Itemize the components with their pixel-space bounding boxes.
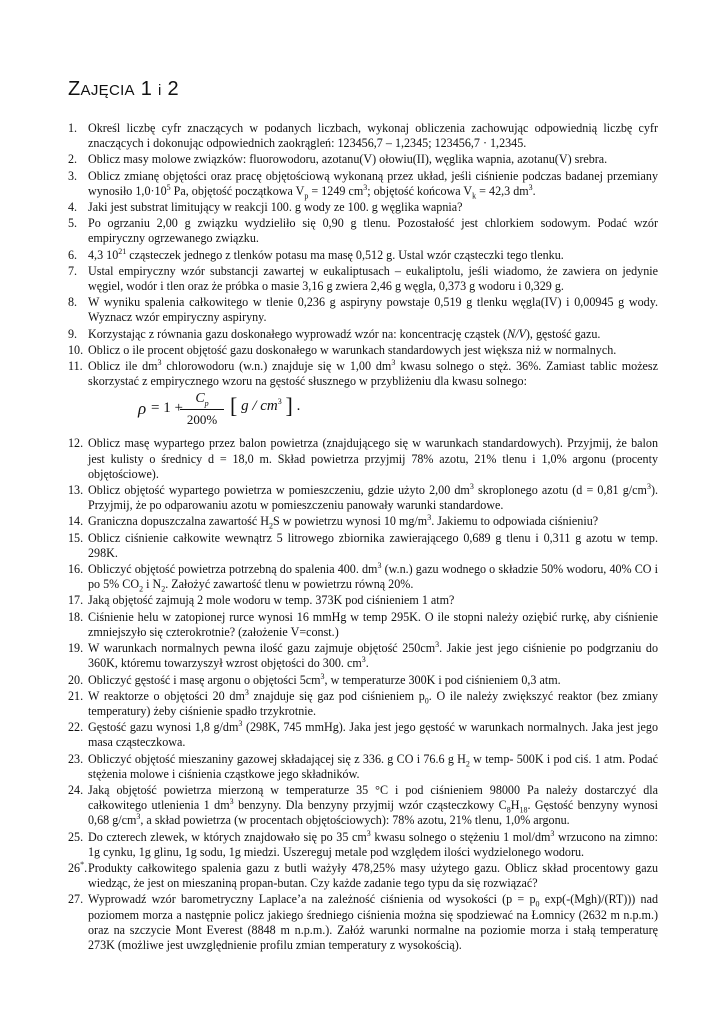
- title-rest: AJĘCIA: [80, 82, 135, 99]
- exercise-item: [68, 531, 658, 561]
- exercise-number: 24.: [68, 782, 84, 797]
- exercise-text: Graniczna dopuszczalna zawartość H: [88, 514, 269, 529]
- superscript: *: [80, 859, 85, 869]
- exercise-text: Ciśnienie helu w zatopionej rurce wynosi 16 mmHg w temp 295K. O ile stopni należy oziębić rurkę, aby ciśnienie zmniejszyło się czterokrotnie? (założenie V=const.): [88, 609, 658, 639]
- exercise-text: cząsteczek jednego z tlenków potasu ma masę 0,512 g. Ustal wzór cząsteczki tego tlenku.: [126, 247, 564, 262]
- exercise-item: [68, 752, 658, 782]
- superscript: 3: [366, 828, 371, 838]
- bracket-open: [: [230, 393, 238, 419]
- formula-numerator: [180, 389, 224, 410]
- exercise-text: .: [532, 183, 536, 198]
- subscript: 2: [268, 521, 273, 531]
- superscript: 3: [377, 561, 382, 571]
- exercise-number: 21.: [68, 688, 84, 703]
- superscript: 3: [361, 655, 366, 665]
- subscript: 2: [161, 584, 166, 594]
- exercise-item: [68, 861, 658, 891]
- exercise-text: Gęstość gazu wynosi 1,8 g/dm: [88, 720, 239, 735]
- exercise-item: [68, 295, 658, 325]
- exercise-number: 11.: [68, 359, 83, 374]
- formula-rho: ρ: [138, 399, 147, 419]
- subscript: 0: [424, 696, 429, 706]
- exercise-text: Jaki jest substrat limitujący w reakcji 100. g wody ze 100. g węglika wapnia?: [88, 200, 463, 215]
- exercise-number: 4.: [68, 200, 78, 215]
- exercise-text: Oblicz masę wypartego przez balon powietrza (znajdującego się w warunkach standardowych). Przyjmij, że balon jest kulisty o średnicy d = 18,0 m. Skład powietrza przyjmij 78% azotu, 21% tlenu i 1,0% argonu (procenty objętościowe).: [88, 436, 658, 481]
- exercise-text: Wyprowadź wzór barometryczny Laplace’a na zależność ciśnienia od wysokości (p = p: [88, 892, 536, 907]
- exercise-text: (298K, 745 mmHg). Jaka jest jego gęstość w warunkach normalnych. Jaka jest jego masa cząsteczkowa.: [88, 720, 658, 750]
- exercise-item: [68, 483, 658, 513]
- exercise-item: [68, 152, 658, 167]
- subscript: 8: [506, 805, 511, 815]
- exercise-item: [68, 216, 658, 246]
- exercise-number: 6.: [68, 247, 78, 262]
- exercise-item: [68, 610, 658, 640]
- exercise-text: Obliczyć objętość powietrza potrzebną do spalenia 400. dm: [88, 562, 378, 577]
- exercise-text: S w powietrzu wynosi 10 mg/m: [272, 514, 428, 529]
- formula-fraction: [180, 389, 224, 430]
- title-num1: 1: [140, 78, 153, 100]
- bracket-close: ]: [285, 393, 293, 419]
- formula-unit: [230, 393, 301, 419]
- exercise-item: [68, 169, 658, 199]
- subscript: p: [204, 399, 209, 409]
- superscript: 3: [277, 397, 282, 407]
- exercise-number: 1.: [68, 121, 78, 135]
- exercise-text: . Jakiemu to odpowiada ciśnieniu?: [431, 514, 599, 529]
- exercise-text: w temp- 500K i pod ciś. 1 atm. Podać stężenia molowe i ciśnienia cząstkowe jego składników.: [88, 751, 659, 781]
- exercise-text: Oblicz ile dm: [88, 359, 158, 374]
- superscript: 3: [320, 671, 325, 681]
- exercise-number: 27.: [68, 892, 84, 907]
- subscript: 18: [519, 805, 528, 815]
- exercise-item: [68, 892, 658, 953]
- exercise-text: Obliczyć gęstość i masę argonu o objętości 5cm: [88, 672, 321, 687]
- exercise-text: W warunkach normalnych pewna ilość gazu zajmuje objętość 250cm: [88, 641, 436, 656]
- exercise-item: [68, 514, 658, 529]
- exercise-number: 7.: [68, 263, 78, 278]
- exercise-text: ). Przyjmij, że po odparowaniu azotu w pomieszczeniu panowały warunki standardowe.: [88, 483, 658, 513]
- exercise-text: Oblicz zmianę objętości oraz pracę objętościową wykonaną przez układ, jeśli ciśnienie podczas badanej przemiany wynosiło 1,0·10: [88, 168, 658, 198]
- exercise-text: Oblicz o ile procent objętość gazu doskonałego w warunkach standardowych jest większa niż w normalnych.: [88, 342, 617, 357]
- exercise-text: , w temperaturze 300K i pod ciśnieniem 0,3 atm.: [324, 672, 561, 687]
- exercise-text: 4,3 10: [88, 247, 119, 262]
- superscript: 5: [166, 182, 171, 192]
- exercise-item: [68, 673, 658, 688]
- exercise-number: 19.: [68, 641, 84, 656]
- exercise-text: i N: [143, 577, 162, 592]
- exercise-text: . Jakie jest jego ciśnienie po podgrzaniu do 360K, któremu towarzyszył wzrost objętości do 300. cm: [88, 641, 658, 671]
- subscript: k: [472, 191, 477, 201]
- exercise-text: H: [510, 798, 520, 813]
- exercise-number: 2.: [68, 152, 78, 167]
- exercise-item: [68, 121, 658, 151]
- exercise-text: skroplonego azotu (d = 0,81 g/cm: [473, 483, 647, 498]
- exercise-text: Ustal empiryczny wzór substancji zawartej w eukaliptusach – eukaliptolu, jeśli wiadomo, że zawiera on jedynie węgiel, wodór i tlen oraz że próbka o masie 3,16 g zwiera 2,46 g węgla, 0,373 g wodoru i 0,329 g.: [88, 263, 658, 294]
- formula-dot: .: [296, 398, 301, 415]
- exercise-item: [68, 343, 658, 358]
- density-formula: [138, 389, 658, 435]
- title-num2: 2: [167, 78, 179, 100]
- exercise-number: 18.: [68, 609, 84, 624]
- superscript: 3: [435, 640, 440, 650]
- subscript: 2: [139, 584, 144, 594]
- exercise-text: znajduje się gaz pod ciśnieniem p: [248, 688, 425, 703]
- exercise-text: Pa, objętość początkowa V: [170, 183, 305, 198]
- exercise-text: kwasu solnego o stęż. 36%. Zamiast tablic możesz skorzystać z empirycznego wzoru na gęstość słusznego w przybliżeniu dla kwasu solnego:: [88, 359, 659, 389]
- exercise-item: [68, 830, 658, 860]
- exercise-text: chlorowodoru (w.n.) znajduje się w 1,00 dm: [161, 359, 392, 374]
- superscript: 3: [646, 482, 651, 492]
- exercise-text: Produkty całkowitego spalenia gazu z butli ważyły 478,25% masy użytego gazu. Oblicz skład procentowy gazu wiedząc, że jest on mieszaniną propan-butan. Czy każde zadanie tego typu da się rozwiązać?: [88, 860, 658, 891]
- exercise-number: 12.: [68, 436, 84, 451]
- exercise-text: wrzucono na zimno: 1g cynku, 1g glinu, 1g sodu, 1g miedzi. Uszereguj metale pod względem ilości wydzielonego wodoru.: [88, 829, 658, 859]
- subscript: p: [304, 191, 309, 201]
- title-lead: Z: [68, 78, 81, 100]
- formula-denominator: 200%: [186, 412, 218, 428]
- exercise-number-dot: .: [84, 860, 88, 875]
- exercise-item: [68, 327, 658, 342]
- exercise-number: 9.: [68, 326, 78, 341]
- exercise-item: [68, 562, 658, 592]
- exercise-text: Do czterech zlewek, w których znajdowało się po 35 cm: [88, 829, 367, 844]
- superscript: 3: [363, 182, 368, 192]
- unit-text: g / cm: [241, 398, 278, 415]
- exercise-item: [68, 720, 658, 750]
- exercise-text: Korzystając z równania gazu doskonałego wyprowadź wzór na: koncentrację cząstek (: [88, 326, 508, 341]
- exercise-text: Oblicz masy molowe związków: fluorowodoru, azotanu(V) ołowiu(II), węglika wapnia, azotanu(V) srebra.: [88, 152, 608, 167]
- exercise-item: [68, 436, 658, 482]
- superscript: 3: [136, 812, 141, 822]
- exercise-item: [68, 248, 658, 263]
- exercise-text: W reaktorze o objętości 20 dm: [88, 688, 245, 703]
- exercise-text: Oblicz ciśnienie całkowite wewnątrz 5 litrowego zbiornika zawierającego 0,689 g tlenu i 0,311 g azotu w temp. 298K.: [88, 530, 658, 560]
- exercise-number: 15.: [68, 530, 84, 545]
- exercise-text: Po ogrzaniu 2,00 g związku wydzieliło się 0,90 g tlenu. Pozostałość jest chlorkiem sodowym. Podać wzór empiryczny ogrzewanego związku.: [88, 216, 658, 246]
- exercise-text: exp(-(Mgh)/(RT))) nad poziomem morza a następnie policz jakiego średniego ciśnienia można się spodziewać na Łomnicy (2632 m n.p.m.) oraz na szczycie Mont Everest (8848 m n.p.m.). Załóż warunki normalne na poziomie morza i stałą temperaturę 273K (możliwe jest uwzględnienie profilu zmian temperatury z wysokością).: [88, 892, 658, 952]
- exercise-text: W wyniku spalenia całkowitego w tlenie 0,236 g aspiryny powstaje 0,519 g tlenku węgla(IV) i 0,00945 g wody. Wyznacz wzór empiryczny aspiryny.: [88, 295, 658, 325]
- exercise-text: Oblicz objętość wypartego powietrza w pomieszczeniu, gdzie użyto 2,00 dm: [88, 483, 470, 498]
- exercise-item: [68, 264, 658, 294]
- exercise-text: Jaką objętość zajmują 2 mole wodoru w temp. 373K pod ciśnieniem 1 atm?: [88, 593, 455, 608]
- superscript: 3: [550, 828, 555, 838]
- exercise-list: [68, 121, 658, 954]
- exercise-item: [68, 359, 658, 435]
- superscript: 21: [118, 246, 127, 256]
- exercise-number: 16.: [68, 562, 84, 577]
- exercise-item: [68, 689, 658, 719]
- exercise-number: 5.: [68, 216, 78, 231]
- exercise-number: 8.: [68, 295, 78, 310]
- exercise-number: 3.: [68, 168, 78, 183]
- exercise-text: Określ liczbę cyfr znaczących w podanych liczbach, wykonaj obliczenia zachowując odpowiednią liczbę cyfr znaczących i dokonując odpowiednich zaokrągleń: 123456,7 – 1,2345; 123456,7 · 1,2345.: [88, 121, 658, 151]
- exercise-number: 17.: [68, 593, 84, 608]
- exercise-text: ), gęstość gazu.: [525, 326, 601, 341]
- exercise-text: Jaką objętość powietrza mierzoną w temperaturze 35 °C i pod ciśnieniem 98000 Pa należy dostarczyć dla całkowitego utlenienia 1 dm: [88, 782, 658, 813]
- exercise-text: .: [365, 656, 369, 671]
- exercise-text: . O ile należy zwiększyć reaktor (bez zmiany temperatury) żeby ciśnienie spadło trzykrotnie.: [88, 688, 658, 718]
- exercise-text: = 1249 cm: [308, 183, 364, 198]
- exercise-item: [68, 200, 658, 215]
- page-title: [68, 78, 179, 100]
- exercise-text: kwasu solnego o stężeniu 1 mol/dm: [370, 829, 551, 844]
- exercise-text: = 42,3 dm: [476, 183, 529, 198]
- exercise-number: 13.: [68, 483, 84, 498]
- exercise-text: , a skład powietrza (w procentach objętościowych): 78% azotu, 21% tlenu, 1,0% argonu.: [140, 813, 570, 828]
- exercise-number: [68, 861, 88, 876]
- exercise-number: 20.: [68, 672, 84, 687]
- formula-equals: = 1 +: [151, 400, 183, 417]
- exercise-text: . Założyć zawartość tlenu w powietrzu równą 20%.: [165, 577, 414, 592]
- exercise-number: 23.: [68, 751, 84, 766]
- superscript: 3: [238, 719, 243, 729]
- exercise-number: 14.: [68, 514, 84, 529]
- exercise-item: [68, 593, 658, 608]
- title-sep: i: [158, 82, 162, 99]
- subscript: 2: [465, 758, 470, 768]
- exercise-item: [68, 641, 658, 671]
- exercise-number-text: 26: [68, 860, 81, 875]
- superscript: 3: [528, 182, 533, 192]
- italic-text: N/V: [507, 326, 526, 341]
- exercise-text: ; objętość końcowa V: [367, 183, 473, 198]
- exercise-text: Obliczyć objętość mieszaniny gazowej składającej się z 336. g CO i 76.6 g H: [88, 751, 466, 766]
- subscript: 0: [535, 899, 540, 909]
- superscript: 3: [391, 358, 396, 368]
- exercise-number: 22.: [68, 720, 84, 735]
- superscript: 3: [427, 513, 432, 523]
- exercise-number: 25.: [68, 829, 84, 844]
- exercise-text: (w.n.) gazu wodnego o składzie 50% wodoru, 40% CO i po 5% CO: [88, 562, 658, 592]
- formula-numerator-text: C: [195, 391, 205, 407]
- superscript: 3: [469, 482, 474, 492]
- exercise-number: 10.: [68, 342, 84, 357]
- exercise-text: benzyny. Dla benzyny przyjmij wzór cząsteczkowy C: [233, 798, 507, 813]
- superscript: 3: [244, 687, 249, 697]
- superscript: 3: [157, 358, 162, 368]
- exercise-item: [68, 783, 658, 829]
- superscript: 3: [229, 797, 234, 807]
- exercise-text: . Gęstość benzyny wynosi 0,68 g/cm: [88, 798, 658, 828]
